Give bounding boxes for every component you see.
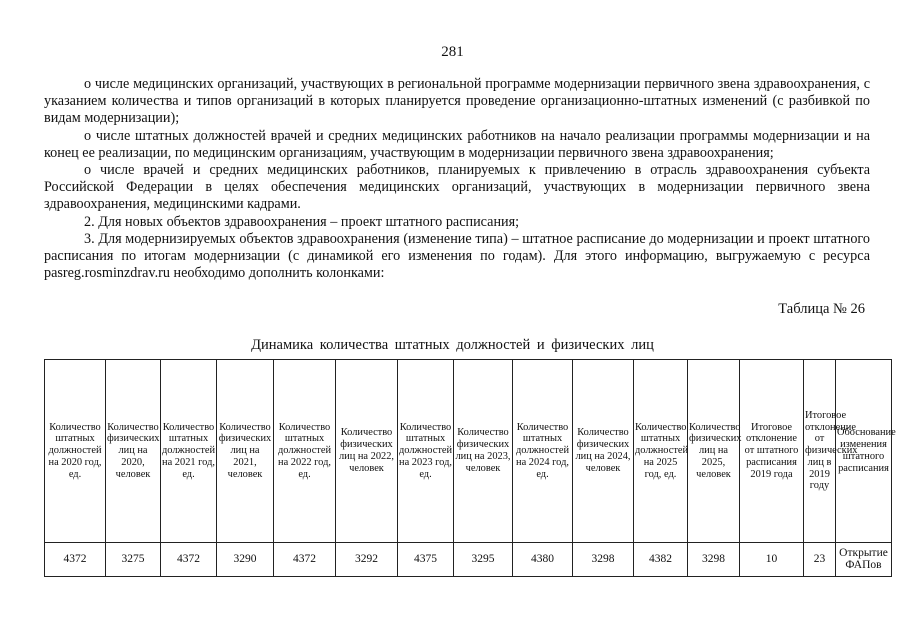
column-header: Количество физических лиц на 2021, человек bbox=[217, 360, 274, 543]
table-cell: 3298 bbox=[573, 543, 634, 577]
column-header: Количество штатных должностей на 2021 год, ед. bbox=[161, 360, 217, 543]
page-number: 281 bbox=[441, 44, 464, 60]
table-cell: 4382 bbox=[634, 543, 688, 577]
staffing-table-container bbox=[44, 359, 896, 575]
column-header: Количество физических лиц на 2025, человек bbox=[688, 360, 740, 543]
table-cell: 4375 bbox=[398, 543, 454, 577]
column-header: Количество физических лиц на 2020, человек bbox=[106, 360, 161, 543]
column-header: Количество физических лиц на 2022, человек bbox=[336, 360, 398, 543]
table-cell: 4372 bbox=[274, 543, 336, 577]
table-row bbox=[45, 543, 892, 577]
staffing-table bbox=[44, 359, 896, 577]
table-cell: 10 bbox=[740, 543, 804, 577]
table-cell: Открытие ФАПов bbox=[836, 543, 892, 577]
table-cell: 3290 bbox=[217, 543, 274, 577]
body-text bbox=[44, 76, 870, 282]
table-cell: 4372 bbox=[161, 543, 217, 577]
paragraph: о числе врачей и средних медицинских работников, планируемых к привлечению в отрасль здравоохранения субъекта Российской Федерации в целях обеспечения медицинских организаций, участвующих в модернизации первичного звена здравоохранения, медицинскими кадрами. bbox=[44, 162, 870, 213]
table-title: Динамика количества штатных должностей и физических лиц bbox=[251, 337, 654, 353]
paragraph: 3. Для модернизируемых объектов здравоохранения (изменение типа) – штатное расписание до модернизации и проект штатного расписания по итогам модернизации (с динамикой его изменения по годам). Для этого информацию, выгружаемую с ресурса pasreg.rosminzdrav.ru необходимо дополнить колонками: bbox=[44, 230, 870, 282]
table-cell: 3275 bbox=[106, 543, 161, 577]
column-header: Количество штатных должностей на 2020 год, ед. bbox=[45, 360, 106, 543]
column-header: Количество физических лиц на 2023, человек bbox=[454, 360, 513, 543]
table-label: Таблица № 26 bbox=[778, 301, 865, 317]
table-cell: 3292 bbox=[336, 543, 398, 577]
column-header: Итоговое отклонение от штатного расписания 2019 года bbox=[740, 360, 804, 543]
table-cell: 3298 bbox=[688, 543, 740, 577]
table-cell: 4372 bbox=[45, 543, 106, 577]
paragraph: о числе медицинских организаций, участвующих в региональной программе модернизации первичного звена здравоохранения, с указанием количества и типов организаций в которых планируется проведение организационно-штатных изменений (с разбивкой по видам модернизации); bbox=[44, 76, 870, 127]
column-header: Количество штатных должностей на 2022 год, ед. bbox=[274, 360, 336, 543]
column-header: Обоснование изменения штатного расписания bbox=[836, 360, 892, 543]
paragraph: о числе штатных должностей врачей и средних медицинских работников на начало реализации программы модернизации и на конец ее реализации, по медицинским организациям, участвующим в модернизации первичного звена здравоохранения; bbox=[44, 127, 870, 161]
paragraph: 2. Для новых объектов здравоохранения – проект штатного расписания; bbox=[84, 213, 520, 230]
table-cell: 23 bbox=[804, 543, 836, 577]
table-header-row bbox=[45, 360, 892, 543]
column-header: Количество штатных должностей на 2023 год, ед. bbox=[398, 360, 454, 543]
table-cell: 3295 bbox=[454, 543, 513, 577]
table-cell: 4380 bbox=[513, 543, 573, 577]
column-header: Количество штатных должностей на 2025 год, ед. bbox=[634, 360, 688, 543]
column-header: Количество физических лиц на 2024, человек bbox=[573, 360, 634, 543]
column-header: Количество штатных должностей на 2024 год, ед. bbox=[513, 360, 573, 543]
column-header: Итоговое отклонение от физических лиц в 2019 году bbox=[804, 360, 836, 543]
